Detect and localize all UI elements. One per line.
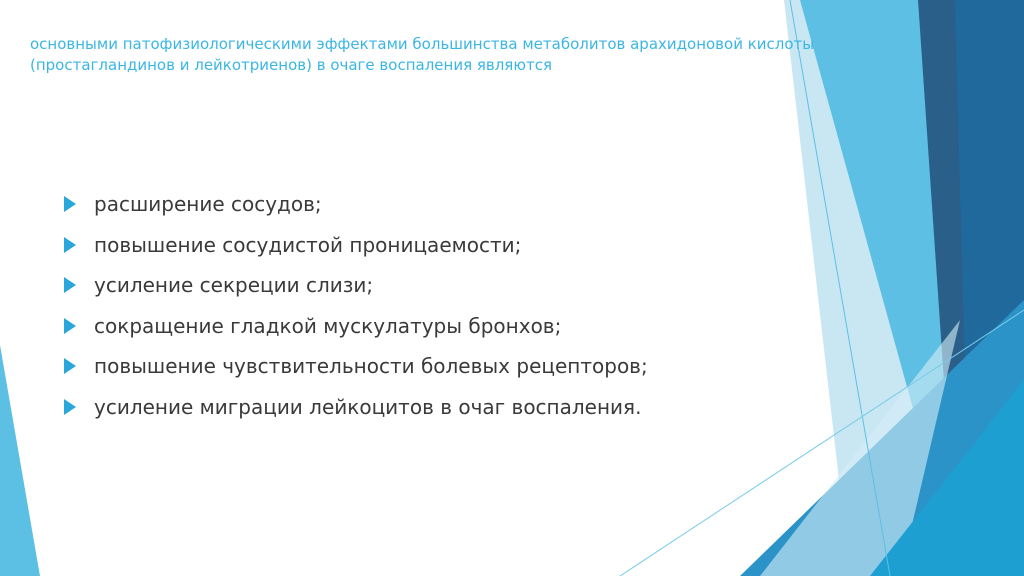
list-item [64, 346, 648, 387]
triangle-bullet-icon [64, 277, 76, 293]
bullet-text: усиление секреции слизи; [94, 273, 374, 298]
bullet-text: усиление миграции лейкоцитов в очаг воспаления. [94, 394, 642, 419]
list-item [64, 184, 648, 225]
triangle-bullet-icon [64, 318, 76, 334]
left-accent-strip [0, 345, 40, 576]
bullet-text: повышение сосудистой проницаемости; [94, 232, 522, 257]
bullet-text: сокращение гладкой мускулатуры бронхов; [94, 313, 562, 338]
triangle-bullet-icon [64, 237, 76, 253]
list-item [64, 225, 648, 266]
slide-title: основными патофизиологическими эффектами большинства метаболитов арахидоновой кислоты (простагландинов и лейкотриенов) в очаге воспаления являются [30, 35, 815, 74]
list-item [64, 265, 648, 306]
bullet-list [64, 184, 648, 427]
bullet-text: повышение чувствительности болевых рецепторов; [94, 354, 648, 379]
list-item [64, 387, 648, 428]
triangle-bullet-icon [64, 358, 76, 374]
triangle-bullet-icon [64, 196, 76, 212]
triangle-bullet-icon [64, 399, 76, 415]
list-item [64, 306, 648, 347]
bullet-text: расширение сосудов; [94, 192, 322, 217]
